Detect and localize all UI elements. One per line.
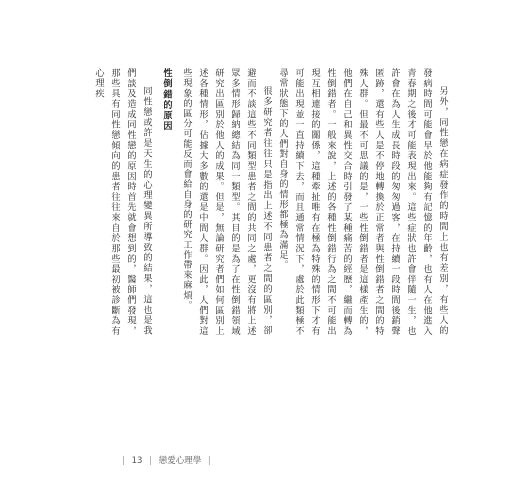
page-number: 13 xyxy=(131,456,143,466)
paragraph: 另外，同性戀在病症發作的時間上也有差別，有些人的發病時間可能會早於他能夠有記憶的年齡，也有人在他進入青春期之後才可能表現出來。這些症狀也許會伴隨一生，也許會在為人生成長時段的匆匆過客，在持續一段時間後銷聲匿跡，還有些人是不停地轉換於正常者與性倒錯者之間的特殊人群。但最不可思議的是，一些性倒錯者是這樣產生的，他們在自己和異性交合時引發了某種痛苦的經歷，繼而轉為性倒錯者。一般來說，上述的各種性倒錯行為之間不可能出現互相連接的關係，這種牽扯唯有在極為特殊的情形下才有可能出現並一直持續下去，而且通常情況下，處於此類極不尋常狀態下的人們對自身的情形都極為滿足。 xyxy=(277,68,448,336)
footer-separator: | xyxy=(207,456,211,466)
section-heading: 性倒錯的原因 xyxy=(161,68,172,132)
paragraph: 同性戀或許是天生的心理變異所導致的結果，這也是我們談及造成同性戀的原因時首先就會想到的，醫師們發現，那些具有同性戀傾向的患者往往來自於那些最初被診斷為有心理疾 xyxy=(93,68,152,336)
body-text xyxy=(93,68,450,336)
footer-separator: | xyxy=(122,456,125,466)
book-title: 戀愛心理學 xyxy=(158,456,202,466)
page-footer xyxy=(118,454,215,466)
footer-separator: | xyxy=(149,456,152,466)
paragraph: 很多研究者往往只是指出上述不同患者之間的區別，卻避而不談這些不同類型患者之間的共同之處，更沒有將上述眾多情形歸納總結為同一類型。其目的是為了在性倒錯領域研究出區別於他人的成果。但是，無論研究者們如何區別上述各種情形，佔據大多數的還是中間人群。因此，人們對這些現象的區分可能反而會給自身的研究工作帶來麻煩。 xyxy=(181,68,272,336)
